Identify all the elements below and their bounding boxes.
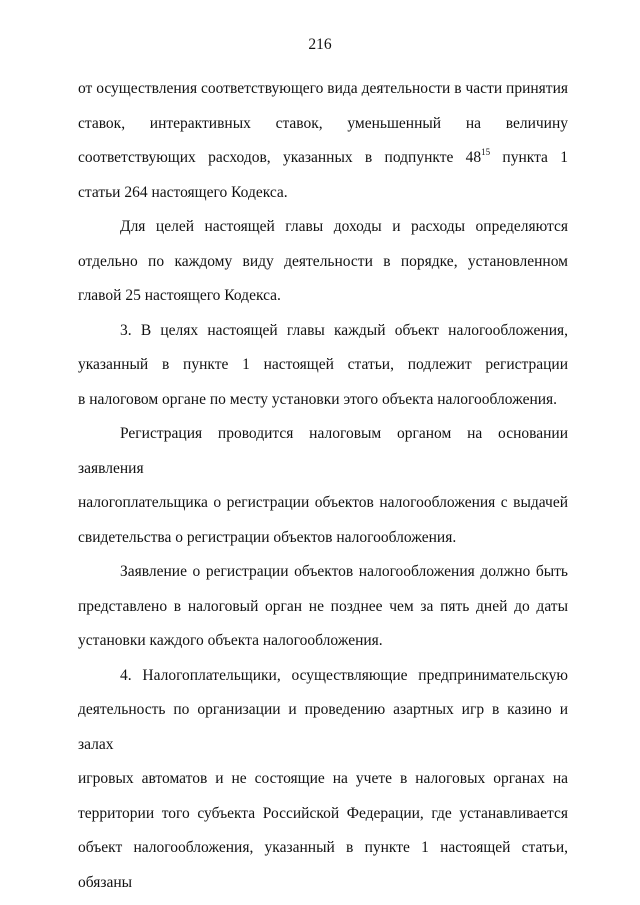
paragraph-2	[78, 210, 568, 314]
paragraph-6	[78, 659, 568, 901]
text-line: территории того субъекта Российской Федерации, где устанавливается	[78, 804, 568, 822]
paragraph-1	[78, 72, 568, 210]
text-line: установки каждого объекта налогообложения.	[78, 632, 383, 649]
text-line: 3. В целях настоящей главы каждый объект налогообложения,	[120, 321, 568, 339]
text-line: налогоплательщика о регистрации объектов налогообложения с выдачей	[78, 494, 568, 511]
text-line: указанный в пункте 1 настоящей статьи, подлежит регистрации	[78, 356, 568, 373]
text-segment: пункта 1	[490, 149, 568, 166]
text-line: объект налогообложения, указанный в пункте 1 настоящей статьи, обязаны	[78, 839, 568, 891]
text-line: 4. Налогоплательщики, осуществляющие предпринимательскую	[120, 666, 568, 684]
text-line: Регистрация проводится налоговым органом на основании заявления	[78, 425, 568, 477]
paragraph-3	[78, 314, 568, 418]
text-line: Заявление о регистрации объектов налогообложения должно быть	[120, 563, 568, 580]
text-line: главой 25 настоящего Кодекса.	[78, 287, 281, 304]
text-line: свидетельства о регистрации объектов налогообложения.	[78, 528, 457, 546]
text-segment: соответствующих расходов, указанных в подпункте 48	[78, 149, 482, 166]
text-line: в налоговом органе по месту установки этого объекта налогообложения.	[78, 390, 558, 408]
superscript: 15	[481, 147, 491, 157]
text-line: представлено в налоговый орган не позднее чем за пять дней до даты	[78, 597, 568, 615]
paragraph-5	[78, 555, 568, 659]
text-line: отдельно по каждому виду деятельности в порядке, установленном	[78, 252, 568, 270]
text-line: Для целей настоящей главы доходы и расходы определяются	[120, 218, 568, 235]
text-line: ставок, интерактивных ставок, уменьшенный на величину	[78, 114, 568, 132]
text-line: деятельность по организации и проведению азартных игр в казино и залах	[78, 701, 568, 753]
page-number: 216	[308, 36, 332, 53]
text-line: игровых автоматов и не состоящие на учете в налоговых органах на	[78, 770, 568, 787]
text-line: от осуществления соответствующего вида деятельности в части принятия	[78, 80, 568, 97]
document-body	[78, 72, 568, 900]
text-line-with-superscript	[78, 141, 568, 176]
paragraph-4	[78, 417, 568, 555]
text-line: статьи 264 настоящего Кодекса.	[78, 183, 288, 201]
